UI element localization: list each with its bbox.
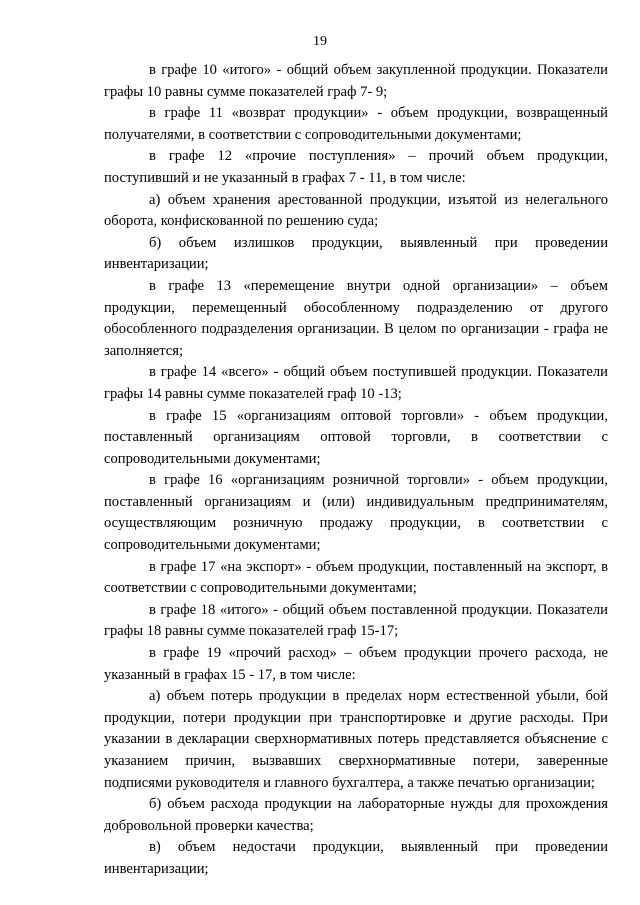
paragraph-column-15: в графе 15 «организациям оптовой торговли» - объем продукции, поставленный организациям оптовой торговли, в соответствии с сопроводительными документами;: [104, 407, 608, 467]
paragraph-column-12-item-a: а) объем хранения арестованной продукции, изъятой из нелегального оборота, конфискованной по решению суда;: [104, 191, 608, 230]
paragraph-column-19: в графе 19 «прочий расход» – объем продукции прочего расхода, не указанный в графах 15 - 17, в том числе:: [104, 645, 608, 683]
paragraph-column-10: в графе 10 «итого» - общий объем закупленной продукции. Показатели графы 10 равны сумме показателей граф 7- 9;: [104, 62, 608, 100]
paragraph-column-19-item-c: в) объем недостачи продукции, выявленный при проведении инвентаризации;: [104, 839, 608, 877]
paragraph-column-19-item-a: а) объем потерь продукции в пределах норм естественной убыли, бой продукции, потери продукции при транспортировке и другие расходы. При указании в декларации сверхнормативных потерь представляется объяснение с указанием причин, вызвавших сверхнормативные потери, заверенные подписями руководителя и главного бухгалтера, а также печатью организации;: [104, 688, 608, 791]
paragraph-column-13: в графе 13 «перемещение внутри одной организации» – объем продукции, перемещенный обособленному подразделению от другого обособленного подразделения организации. В целом по организации - графа не заполняется;: [104, 277, 608, 359]
paragraph-column-19-item-b: б) объем расхода продукции на лабораторные нужды для прохождения добровольной проверки качества;: [104, 796, 608, 834]
paragraph-column-12: в графе 12 «прочие поступления» – прочий объем продукции, поступивший и не указанный в графах 7 - 11, в том числе:: [104, 148, 608, 186]
paragraph-column-16: в графе 16 «организациям розничной торговли» - объем продукции, поставленный организациям и (или) индивидуальным предпринимателям, осуществляющим розничную продажу продукции, в соответствии с сопроводительными документами;: [104, 472, 608, 554]
paragraph-column-12-item-b: б) объем излишков продукции, выявленный при проведении инвентаризации;: [104, 234, 608, 273]
paragraph-column-17: в графе 17 «на экспорт» - объем продукции, поставленный на экспорт, в соответствии с сопроводительными документами;: [104, 558, 608, 597]
paragraph-column-14: в графе 14 «всего» - общий объем поступившей продукции. Показатели графы 14 равны сумме показателей граф 10 -13;: [104, 364, 608, 402]
document-body: [104, 60, 608, 881]
paragraph-column-11: в графе 11 «возврат продукции» - объем продукции, возвращенный получателями, в соответствии с сопроводительными документами;: [104, 105, 608, 143]
page-number: 19: [313, 34, 327, 49]
paragraph-column-18: в графе 18 «итого» - общий объем поставленной продукции. Показатели графы 18 равны сумме показателей граф 15-17;: [104, 601, 608, 640]
